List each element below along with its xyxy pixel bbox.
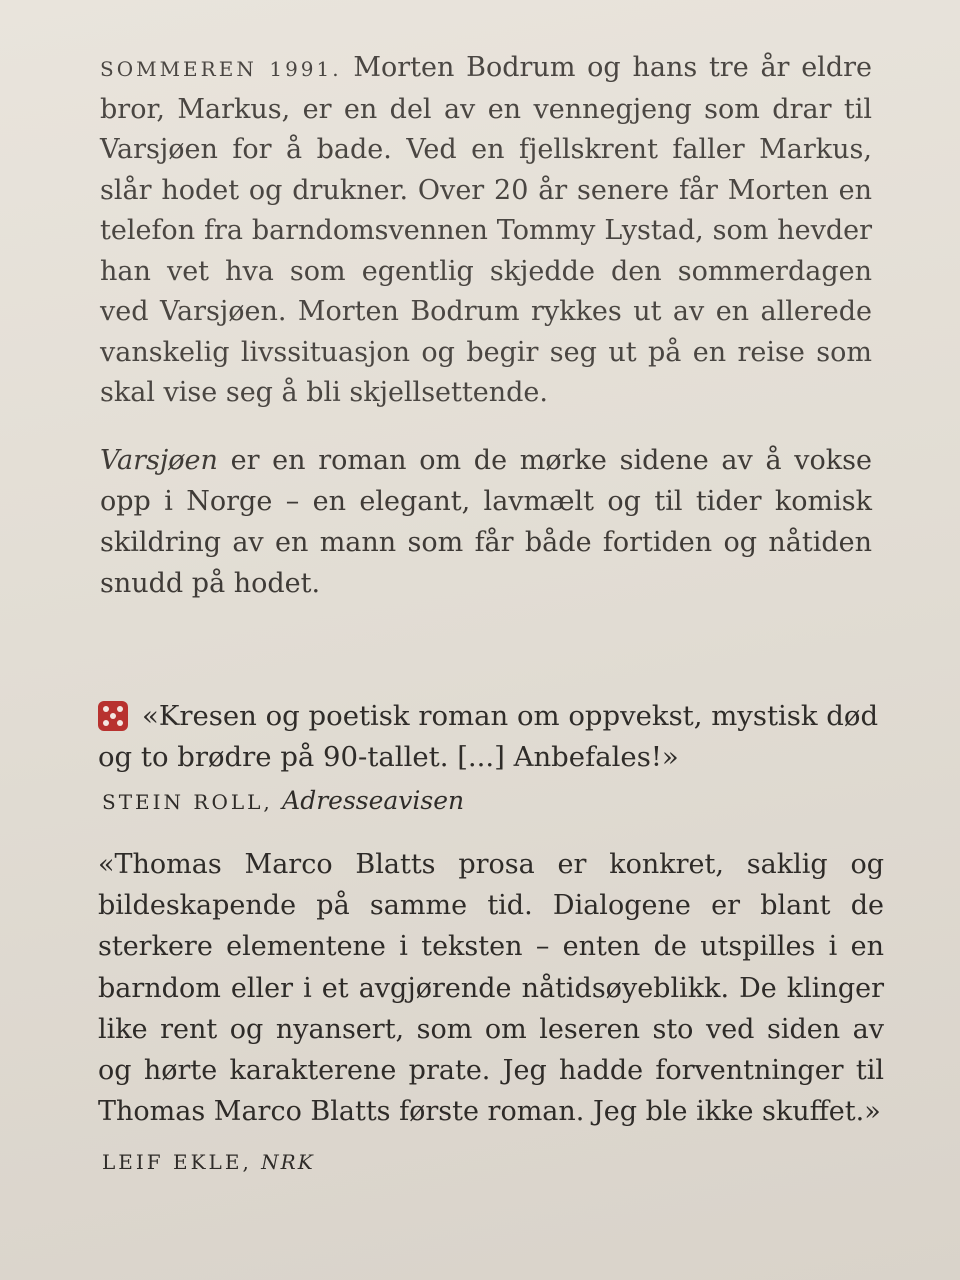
- synopsis-text: Morten Bodrum og hans tre år eldre bror, Markus, er en del av en vennegjeng som drar til Varsjøen for å bade. Ved en fjellskrent faller Markus, slår hodet og drukner. Over 20 år senere får Morten en telefon fra barndomsvennen Tommy Lystad, som hevder han vet hva som egentlig skjedde den sommerdagen ved Varsjøen. Morten Bodrum rykkes ut av en allerede vanskelig livssituasjon og begir seg ut på en reise som skal vise seg å bli skjellsettende.: [100, 52, 872, 408]
- review-quote-text-2: «Thomas Marco Blatts prosa er konkret, saklig og bildeskapende på samme tid. Dialogene er blant de sterkere elementene i teksten – enten de utspilles i en barndom eller i et avgjørende nåtidsøyeblikk. De klinger like rent og nyansert, som om leseren sto ved siden av og hørte karakterene prate. Jeg hadde forventninger til Thomas Marco Blatts første roman. Jeg ble ikke skuffet.»: [98, 849, 884, 1128]
- review-author-2: LEIF EKLE: [102, 1150, 243, 1174]
- dice-five-icon: [98, 701, 128, 731]
- review-source-1: Adresseavisen: [282, 786, 465, 815]
- description-paragraph: [100, 440, 872, 604]
- synopsis-paragraph: [100, 48, 872, 414]
- review-separator-1: ,: [263, 790, 283, 814]
- review-quote-1: [98, 696, 888, 778]
- review-source-2: NRK: [261, 1150, 315, 1174]
- synopsis-lead-caps: SOMMEREN 1991.: [100, 57, 342, 81]
- review-attribution-2: [102, 1150, 315, 1174]
- review-attribution-1: [102, 786, 464, 815]
- description-text: er en roman om de mørke sidene av å vokse opp i Norge – en elegant, lavmælt og til tider komisk skildring av en mann som får både fortiden og nåtiden snudd på hodet.: [100, 445, 872, 599]
- review-quote-2: [98, 844, 884, 1132]
- review-author-1: STEIN ROLL: [102, 790, 264, 814]
- review-quote-text-1: «Kresen og poetisk roman om oppvekst, mystisk død og to brødre på 90-tallet. [...] Anbefales!»: [98, 700, 879, 773]
- book-title-italic: Varsjøen: [100, 445, 218, 476]
- review-separator-2: ,: [242, 1150, 262, 1174]
